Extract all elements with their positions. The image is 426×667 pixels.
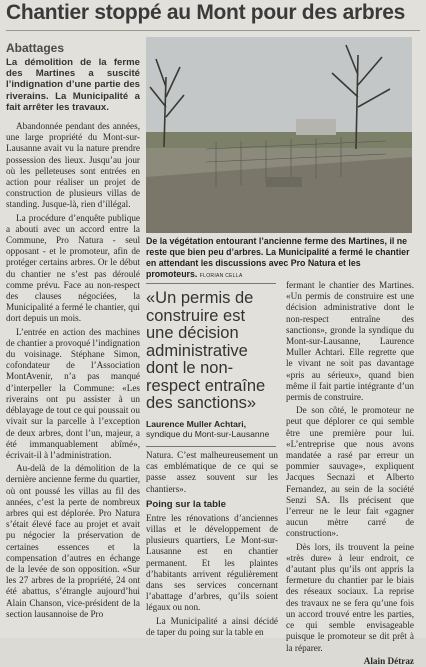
paragraph: Entre les rénovations d’anciennes villas et le développement de plusieurs quartiers, Le Mont-sur-Lausanne est en chantier permanent. Et les plaintes d’habitants arrivent régulièrement dans ses services concernant l’abattage d’arbres, qu’ils soient légaux ou non. bbox=[146, 512, 278, 613]
caption-text: De la végétation entourant l’ancienne ferme des Martines, il ne reste que bien peu d’arbres. La Municipalité a fermé le chantier en attendant les discussions avec Pro Natura et les promoteurs. bbox=[146, 236, 410, 279]
pull-quote: «Un permis de construire est une décision administrative dont le non-respect entraîne des sanctions» bbox=[146, 289, 266, 412]
lead-paragraph: La démolition de la ferme des Martines a suscité l’indignation d’une partie des riverains. La Municipalité a fait arrêter les travaux. bbox=[6, 57, 140, 113]
headline-rule bbox=[6, 30, 420, 31]
column-right-body bbox=[286, 280, 414, 654]
photo-illustration bbox=[146, 37, 412, 233]
subheading: Poing sur la table bbox=[146, 498, 226, 510]
column-middle-body bbox=[146, 450, 278, 495]
column-middle-body-2 bbox=[146, 513, 278, 638]
paragraph: Abandonnée pendant des années, une large propriété du Mont-sur-Lausanne avait vu la nature prendre possession des lieux. Jusqu’au jour où les pelleteuses sont entrées en action pour réaliser un projet de construction de plusieurs villas de standing. Jusque-là, rien d’illégal. bbox=[6, 121, 140, 210]
paragraph: La procédure d’enquête publique a abouti avec un accord entre la Commune, Pro Natura - seul opposant - et le promoteur, afin de protéger certains arbres. Or le début du chantier ne s’est pas déroulé comme prévu. Face au non-respect des clauses négociées, la Municipalité a fermé le chantier, qui dort depuis un mois. bbox=[6, 212, 140, 324]
paragraph: fermant le chantier des Martines. «Un permis de construire est une décision administrative dont le non-respect entraîne des sanctions», gronde la syndique du Mont-sur-Lausanne, Laurence Muller Achtari. Elle regrette que le vivant ne soit pas davantage «pris au sérieux», quand bien même il fait partie intégrante d’un permis de construire. bbox=[286, 280, 414, 403]
paragraph: Dès lors, ils trouvent la peine «très dure» à leur endroit, ce d’autant plus qu’ils ont appris la fermeture du chantier par le biais des réseaux sociaux. La reprise des travaux ne se fera qu’une fois un accord trouvé entre les parties, ce qui semble envisageable puisque le promoteur se dit prêt à la réparer. bbox=[286, 541, 414, 653]
paragraph: Natura. C’est malheureusement un cas emblématique de ce qui se passe assez souvent sur les chantiers». bbox=[146, 450, 278, 494]
paragraph: La Municipalité a ainsi décidé de taper du poing sur la table en bbox=[146, 615, 278, 637]
column-right bbox=[286, 280, 414, 667]
quote-author: Laurence Muller Achtari, bbox=[146, 418, 246, 429]
column-middle bbox=[146, 450, 278, 640]
pull-quote-box bbox=[146, 283, 276, 447]
byline: Alain Détraz bbox=[363, 655, 414, 666]
photo-credit: FLORIAN CELLA bbox=[199, 273, 243, 279]
paragraph: L’entrée en action des machines de chantier a provoqué l’indignation du voisinage. Stéphane Simon, cofondateur de l’Association MontAvenir, n’a pas manqué d’interpeller la Commune: «Les riverains ont pu assister à un déblayage de tout ce qui poussait ou vivait sur la parcelle à l’exception de deux arbres, dont l’un, majeur, a été immanquablement abîmé», écrivait-il à l’administration. bbox=[6, 326, 140, 460]
headline: Chantier stoppé au Mont pour des arbres bbox=[6, 1, 406, 24]
paragraph: Au-delà de la démolition de la dernière ancienne ferme du quartier, où ont poussé les villas au fil des années, c’est la perte de nombreux arbres qui est déplorée. Pro Natura s’était élevé face au projet et avait pu négocier la préservation de certaines essences et la compensation d’autres en échange de la levée de son opposition. «Sur les 27 arbres de la propriété, 24 ont été abattus, s’étrangle aujourd’hui Alain Chanson, vice-président de la section lausannoise de Pro bbox=[6, 463, 140, 619]
paragraph: De son côté, le promoteur ne peut que déplorer ce qui semble être une première pour lui. «L’entreprise que nous avons mandatée a rasé par erreur un pommier sauvage», expliquent Jacques Secnazi et Alberto Fernandez, au sein de la société Senzi SA. Ils précisent que l’erreur ne le leur fait «gagner aucun mètre carré de construction». bbox=[286, 405, 414, 539]
column-left bbox=[6, 38, 140, 622]
quote-rule bbox=[146, 446, 276, 447]
column-left-body bbox=[6, 121, 140, 620]
kicker: Abattages bbox=[6, 41, 65, 55]
quote-role: syndique du Mont-sur-Lausanne bbox=[146, 429, 270, 439]
photo-caption bbox=[146, 236, 412, 282]
photo-construction-site bbox=[146, 37, 412, 233]
